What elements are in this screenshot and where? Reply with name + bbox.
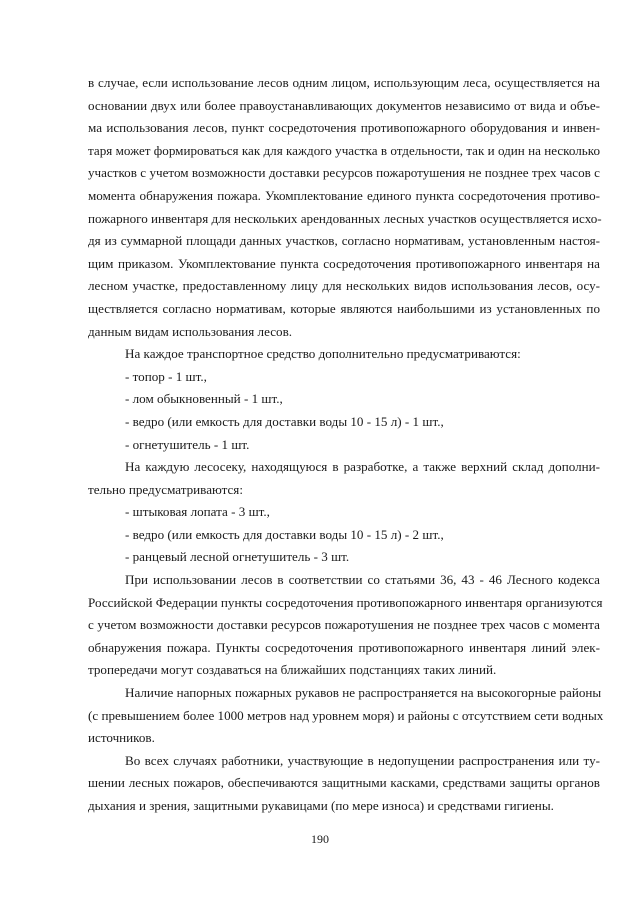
text-line: таря может формироваться как для каждого участка в отдельности, так и один на несколько (88, 142, 600, 158)
text-line: - топор - 1 шт., (125, 368, 207, 384)
text-line: - ранцевый лесной огнетушитель - 3 шт. (125, 549, 350, 565)
text-line: Наличие напорных пожарных рукавов не распространяется на высокогорные районы (125, 685, 602, 701)
text-line: основании двух или более правоустанавливающих документов независимо от вида и объе- (88, 97, 600, 113)
text-line: - штыковая лопата - 3 шт., (125, 504, 270, 520)
text-line: дя из суммарной площади данных участков, согласно нормативам, установленным настоя- (88, 233, 600, 249)
text-line: с учетом возможности доставки ресурсов пожаротушения не позднее трех часов с момента (88, 617, 600, 633)
text-line: На каждую лесосеку, находящуюся в разработке, а также верхний склад дополни- (125, 459, 600, 475)
text-line: - огнетушитель - 1 шт. (125, 436, 250, 452)
text-line: ществляется согласно нормативам, которые являются наибольшими из установленных по (88, 300, 600, 316)
text-line: - ведро (или емкость для доставки воды 10 - 15 л) - 1 шт., (125, 413, 444, 429)
text-line: (с превышением более 1000 метров над уровнем моря) и районы с отсутствием сети водных (88, 707, 604, 723)
text-line: тропередачи могут создаваться на ближайших подстанциях таких линий. (88, 662, 497, 678)
page-body (88, 72, 604, 818)
page-number: 190 (311, 832, 329, 846)
text-line: в случае, если использование лесов одним лицом, использующим леса, осуществляется на (88, 75, 600, 90)
text-line: лесном участке, предоставленному лицу для нескольких видов использования лесов, осу- (88, 278, 600, 294)
text-line: - ведро (или емкость для доставки воды 10 - 15 л) - 2 шт., (125, 526, 444, 542)
text-line: Российской Федерации пункты сосредоточения противопожарного инвентаря организуются (88, 594, 603, 610)
text-line: На каждое транспортное средство дополнительно предусматриваются: (125, 346, 521, 362)
text-line: ма использования лесов, пункт сосредоточения противопожарного оборудования и инвен- (88, 120, 600, 136)
text-line: тельно предусматриваются: (88, 481, 243, 497)
text-line: данным видам использования лесов. (88, 323, 293, 339)
text-line: пожарного инвентаря для нескольких арендованных лесных участков осуществляется исхо- (88, 210, 602, 226)
text-line: - лом обыкновенный - 1 шт., (125, 391, 283, 407)
text-line: шении лесных пожаров, обеспечиваются защитными касками, средствами защиты органов (88, 775, 600, 791)
text-line: щим приказом. Укомплектование пункта сосредоточения противопожарного инвентаря на (88, 255, 600, 271)
text-line: момента обнаружения пожара. Укомплектование единого пункта сосредоточения противо- (88, 187, 600, 203)
text-line: источников. (88, 730, 155, 746)
text-line: Во всех случаях работники, участвующие в недопущении распространения или ту- (125, 752, 600, 768)
text-line: обнаружения пожара. Пункты сосредоточения противопожарного инвентаря линий элек- (88, 639, 600, 655)
text-line: участков с учетом возможности доставки ресурсов пожаротушения не позднее трех часов с (88, 165, 600, 181)
text-line: При использовании лесов в соответствии со статьями 36, 43 - 46 Лесного кодекса (125, 572, 600, 588)
text-line: дыхания и зрения, защитными рукавицами (по мере износа) и средствами гигиены. (88, 798, 554, 813)
